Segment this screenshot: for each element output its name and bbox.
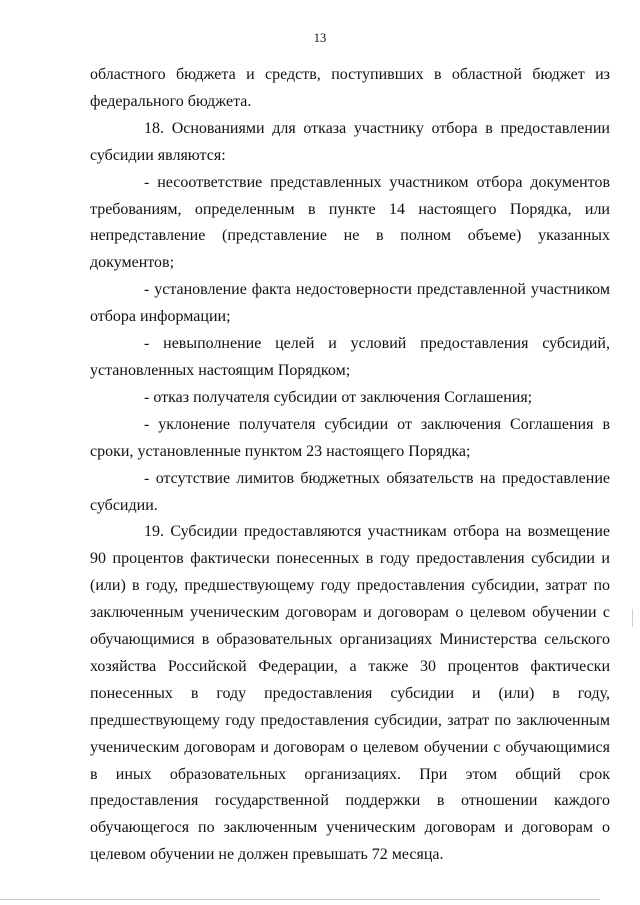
page-bottom-rule (0, 899, 600, 900)
page-number: 13 (313, 31, 327, 45)
list-item-agreement-refusal: - отказ получателя субсидии от заключения Соглашения; (144, 388, 533, 406)
paragraph-item-19: 19. Субсидии предоставляются участникам отбора на возмещение 90 процентов фактически понесенных в году предоставления субсидии и (или) в году, предшествующему году предоставления субсидии, затрат по заключенным ученическим договорам и договорам о целевом обучении с обучающимися в образовательных организациях Министерства сельского хозяйства Российской Федерации, а также 30 процентов фактически понесенных в году предоставления субсидии и (или) в году, предшествующему году предоставления субсидии, затрат по заключенным ученическим договорам и договорам о целевом обучении с обучающимися в иных образовательных организациях. При этом общий срок предоставления государственной поддержки в отношении каждого обучающегося по заключенным ученическим договорам и договорам о целевом обучении не должен превышать 72 месяца. (90, 523, 610, 864)
list-item-goals-not-met: - невыполнение целей и условий предоставления субсидий, установленных настоящим Порядком; (90, 335, 610, 379)
paragraph-continuation: областного бюджета и средств, поступивших в областной бюджет из федерального бюджета. (90, 66, 610, 110)
list-item-false-information: - установление факта недостоверности представленной участником отбора информации; (90, 281, 610, 326)
paragraph-item-18: 18. Основаниями для отказа участнику отбора в предоставлении субсидии являются: (90, 119, 610, 164)
list-item-agreement-evasion: - уклонение получателя субсидии от заключения Соглашения в сроки, установленные пунктом 23 настоящего Порядка; (90, 415, 610, 460)
document-body (90, 62, 610, 869)
scan-edge-mark (632, 609, 633, 627)
list-item-no-budget-limits: - отсутствие лимитов бюджетных обязательств на предоставление субсидии. (90, 469, 610, 514)
list-item-documents-mismatch: - несоответствие представленных участником отбора документов требованиям, определенным в пункте 14 настоящего Порядка, или непредставление (представление не в полном объеме) указанных документов; (90, 173, 610, 272)
